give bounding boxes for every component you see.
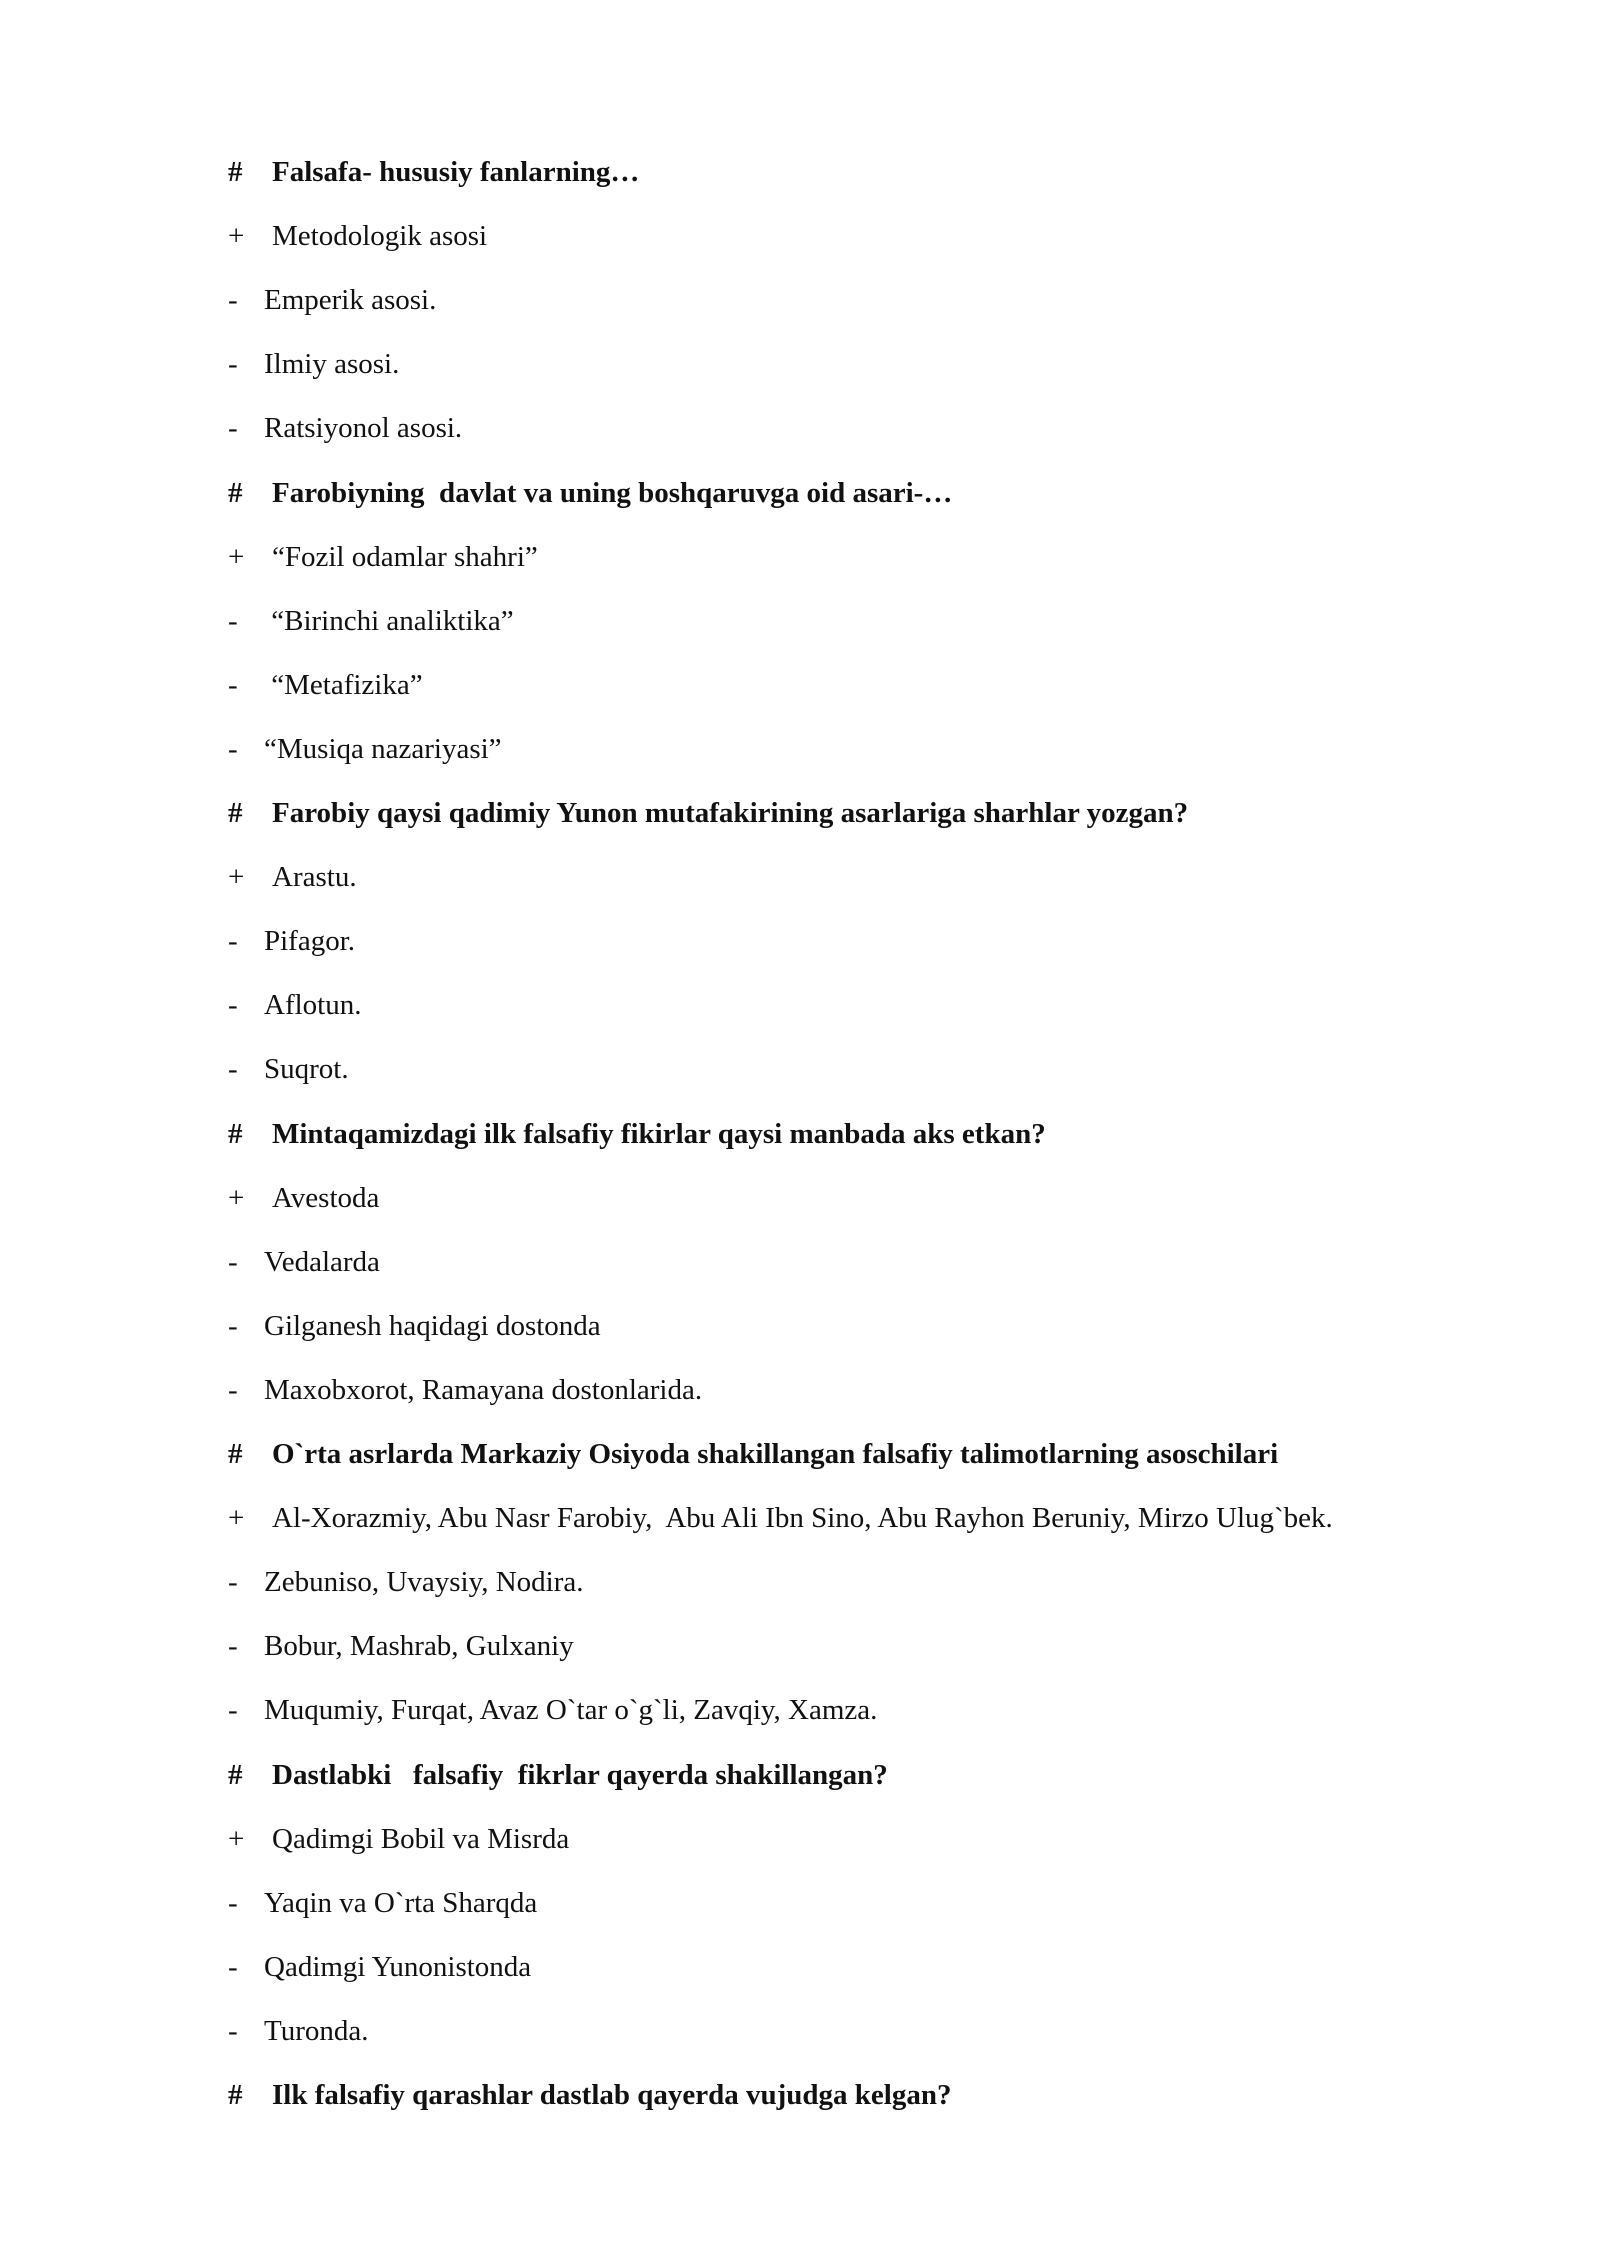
wrong-answer-line bbox=[228, 1883, 537, 1923]
wrong-answer-line bbox=[228, 1690, 877, 1730]
wrong-marker: - bbox=[228, 1566, 238, 1599]
question-marker: # bbox=[228, 1758, 243, 1791]
wrong-answer-line bbox=[228, 601, 514, 641]
answer-text: Avestoda bbox=[272, 1181, 380, 1214]
wrong-marker: - bbox=[228, 668, 238, 701]
wrong-answer-line bbox=[228, 280, 436, 320]
wrong-marker: - bbox=[228, 1373, 238, 1406]
wrong-answer-line bbox=[228, 1626, 574, 1666]
wrong-marker: - bbox=[228, 604, 238, 637]
question-line bbox=[228, 2075, 952, 2115]
question-text: Mintaqamizdagi ilk falsafiy fikirlar qaysi manbada aks etkan? bbox=[272, 1117, 1046, 1150]
question-marker: # bbox=[228, 2079, 243, 2111]
question-text: Ilk falsafiy qarashlar dastlab qayerda vujudga kelgan? bbox=[272, 2079, 952, 2111]
correct-marker: + bbox=[228, 1502, 245, 1535]
answer-text: Gilganesh haqidagi dostonda bbox=[264, 1309, 601, 1342]
wrong-marker: - bbox=[228, 1053, 238, 1086]
question-text: Falsafa- hususiy fanlarning… bbox=[272, 156, 640, 188]
wrong-answer-line bbox=[228, 1242, 380, 1282]
wrong-marker: - bbox=[228, 1630, 238, 1663]
answer-text: Arastu. bbox=[272, 861, 357, 894]
correct-answer-line bbox=[228, 537, 538, 577]
wrong-answer-line bbox=[228, 1049, 349, 1089]
answer-text: “Metafizika” bbox=[264, 668, 423, 701]
answer-text: Metodologik asosi bbox=[272, 220, 488, 253]
question-text: Farobiyning davlat va uning boshqaruvga oid asari-… bbox=[272, 476, 953, 509]
wrong-marker: - bbox=[228, 732, 238, 765]
answer-text: “Musiqa nazariyasi” bbox=[264, 732, 502, 765]
question-line bbox=[228, 152, 639, 192]
correct-answer-line bbox=[228, 857, 357, 897]
correct-answer-line bbox=[228, 1819, 569, 1859]
answer-text: “Birinchi analiktika” bbox=[264, 604, 514, 637]
wrong-marker: - bbox=[228, 412, 238, 445]
correct-marker: + bbox=[228, 861, 245, 894]
correct-answer-line bbox=[228, 1498, 1333, 1538]
wrong-answer-line bbox=[228, 2011, 368, 2051]
answer-text: Muqumiy, Furqat, Avaz O`tar o`g`li, Zavqiy, Xamza. bbox=[264, 1694, 878, 1727]
wrong-answer-line bbox=[228, 729, 502, 769]
wrong-marker: - bbox=[228, 1245, 238, 1278]
wrong-answer-line bbox=[228, 344, 399, 384]
question-line bbox=[228, 473, 952, 513]
wrong-answer-line bbox=[228, 665, 423, 705]
question-line bbox=[228, 793, 1188, 833]
wrong-marker: - bbox=[228, 925, 238, 958]
question-line bbox=[228, 1434, 1278, 1474]
question-text: Dastlabki falsafiy fikrlar qayerda shakillangan? bbox=[272, 1758, 888, 1791]
answer-text: Maxobxorot, Ramayana dostonlarida. bbox=[264, 1373, 703, 1406]
answer-text: Qadimgi Bobil va Misrda bbox=[272, 1822, 570, 1855]
answer-text: Suqrot. bbox=[264, 1053, 349, 1086]
wrong-answer-line bbox=[228, 1370, 702, 1410]
wrong-marker: - bbox=[228, 1950, 238, 1983]
answer-text: Al-Xorazmiy, Abu Nasr Farobiy, Abu Ali Ibn Sino, Abu Rayhon Beruniy, Mirzo Ulug`bek. bbox=[272, 1502, 1333, 1535]
correct-answer-line bbox=[228, 216, 487, 256]
answer-text: Turonda. bbox=[264, 2014, 369, 2047]
question-line bbox=[228, 1755, 888, 1795]
wrong-marker: - bbox=[228, 989, 238, 1022]
question-text: Farobiy qaysi qadimiy Yunon mutafakirining asarlariga sharhlar yozgan? bbox=[272, 797, 1189, 829]
wrong-marker: - bbox=[228, 284, 238, 317]
question-marker: # bbox=[228, 1438, 243, 1470]
wrong-answer-line bbox=[228, 921, 355, 961]
question-marker: # bbox=[228, 797, 243, 829]
wrong-answer-line bbox=[228, 985, 361, 1025]
question-marker: # bbox=[228, 156, 243, 188]
correct-marker: + bbox=[228, 220, 245, 253]
wrong-answer-line bbox=[228, 1947, 531, 1987]
answer-text: “Fozil odamlar shahri” bbox=[272, 540, 538, 573]
answer-text: Ratsiyonol asosi. bbox=[264, 412, 463, 445]
answer-text: Emperik asosi. bbox=[264, 284, 437, 317]
wrong-marker: - bbox=[228, 1309, 238, 1342]
answer-text: Qadimgi Yunonistonda bbox=[264, 1950, 532, 1983]
question-marker: # bbox=[228, 476, 243, 509]
question-text: O`rta asrlarda Markaziy Osiyoda shakillangan falsafiy talimotlarning asoschilari bbox=[272, 1438, 1279, 1470]
wrong-answer-line bbox=[228, 1306, 601, 1346]
answer-text: Yaqin va O`rta Sharqda bbox=[264, 1886, 538, 1919]
answer-text: Bobur, Mashrab, Gulxaniy bbox=[264, 1630, 574, 1663]
answer-text: Zebuniso, Uvaysiy, Nodira. bbox=[264, 1566, 584, 1599]
wrong-marker: - bbox=[228, 1694, 238, 1727]
wrong-marker: - bbox=[228, 348, 238, 381]
answer-text: Aflotun. bbox=[264, 989, 362, 1022]
question-marker: # bbox=[228, 1117, 243, 1150]
correct-marker: + bbox=[228, 1822, 245, 1855]
answer-text: Pifagor. bbox=[264, 925, 356, 958]
correct-marker: + bbox=[228, 540, 245, 573]
answer-text: Ilmiy asosi. bbox=[264, 348, 400, 381]
wrong-marker: - bbox=[228, 2014, 238, 2047]
wrong-answer-line bbox=[228, 408, 462, 448]
answer-text: Vedalarda bbox=[264, 1245, 380, 1278]
wrong-answer-line bbox=[228, 1562, 583, 1602]
question-line bbox=[228, 1114, 1046, 1154]
wrong-marker: - bbox=[228, 1886, 238, 1919]
correct-answer-line bbox=[228, 1178, 379, 1218]
correct-marker: + bbox=[228, 1181, 245, 1214]
